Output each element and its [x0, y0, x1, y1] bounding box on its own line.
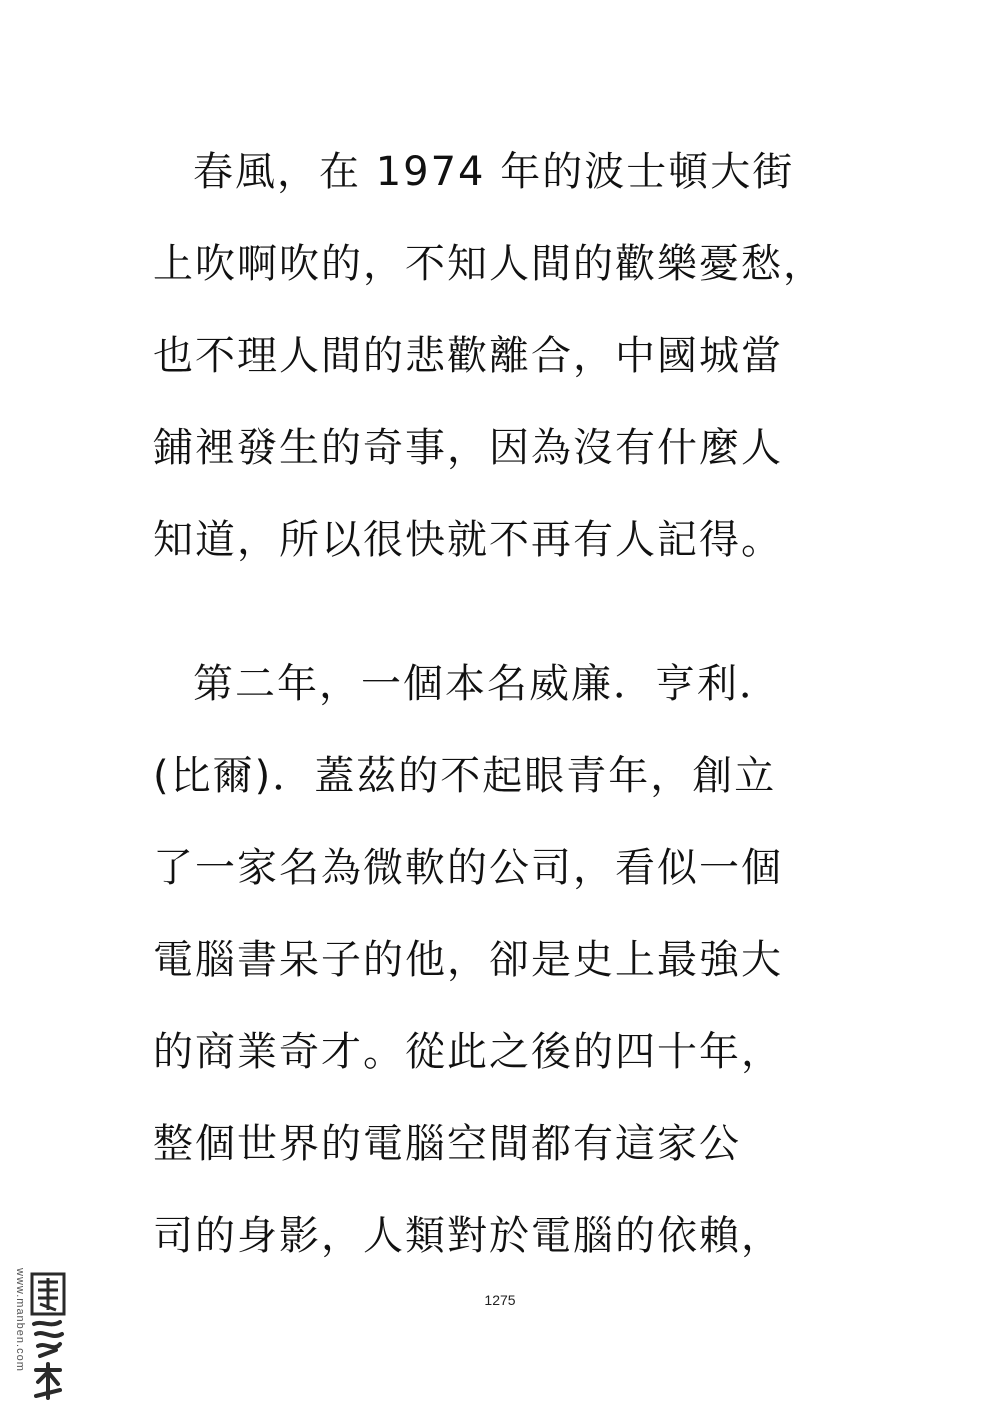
- text-line: (比爾)．蓋茲的不起眼青年，創立: [153, 753, 777, 799]
- watermark: [8, 1268, 68, 1408]
- text-line: 第二年，一個本名威廉．亨利．: [193, 661, 781, 707]
- paragraph-2: [153, 638, 873, 1282]
- text-line: 司的身影，人類對於電腦的依賴，: [153, 1213, 783, 1259]
- text-line: 上吹啊吹的，不知人間的歡樂憂愁，: [153, 241, 825, 287]
- manben-logo-icon: [30, 1272, 66, 1404]
- text-line: 了一家名為微軟的公司，看似一個: [153, 845, 783, 891]
- text-line: 知道，所以很快就不再有人記得。: [153, 517, 783, 563]
- text-line: 也不理人間的悲歡離合，中國城當: [153, 333, 783, 379]
- paragraph-1: [153, 126, 873, 586]
- text-line: 的商業奇才。從此之後的四十年，: [153, 1029, 783, 1075]
- text-line: 鋪裡發生的奇事，因為沒有什麼人: [153, 425, 783, 471]
- watermark-url: www.manben.com: [14, 1268, 26, 1372]
- text-line: 春風，在 1974 年的波士頓大街: [193, 149, 795, 195]
- text-line: 電腦書呆子的他，卻是史上最強大: [153, 937, 783, 983]
- page-number: 1275: [484, 1292, 516, 1308]
- text-line: 整個世界的電腦空間都有這家公: [153, 1121, 741, 1167]
